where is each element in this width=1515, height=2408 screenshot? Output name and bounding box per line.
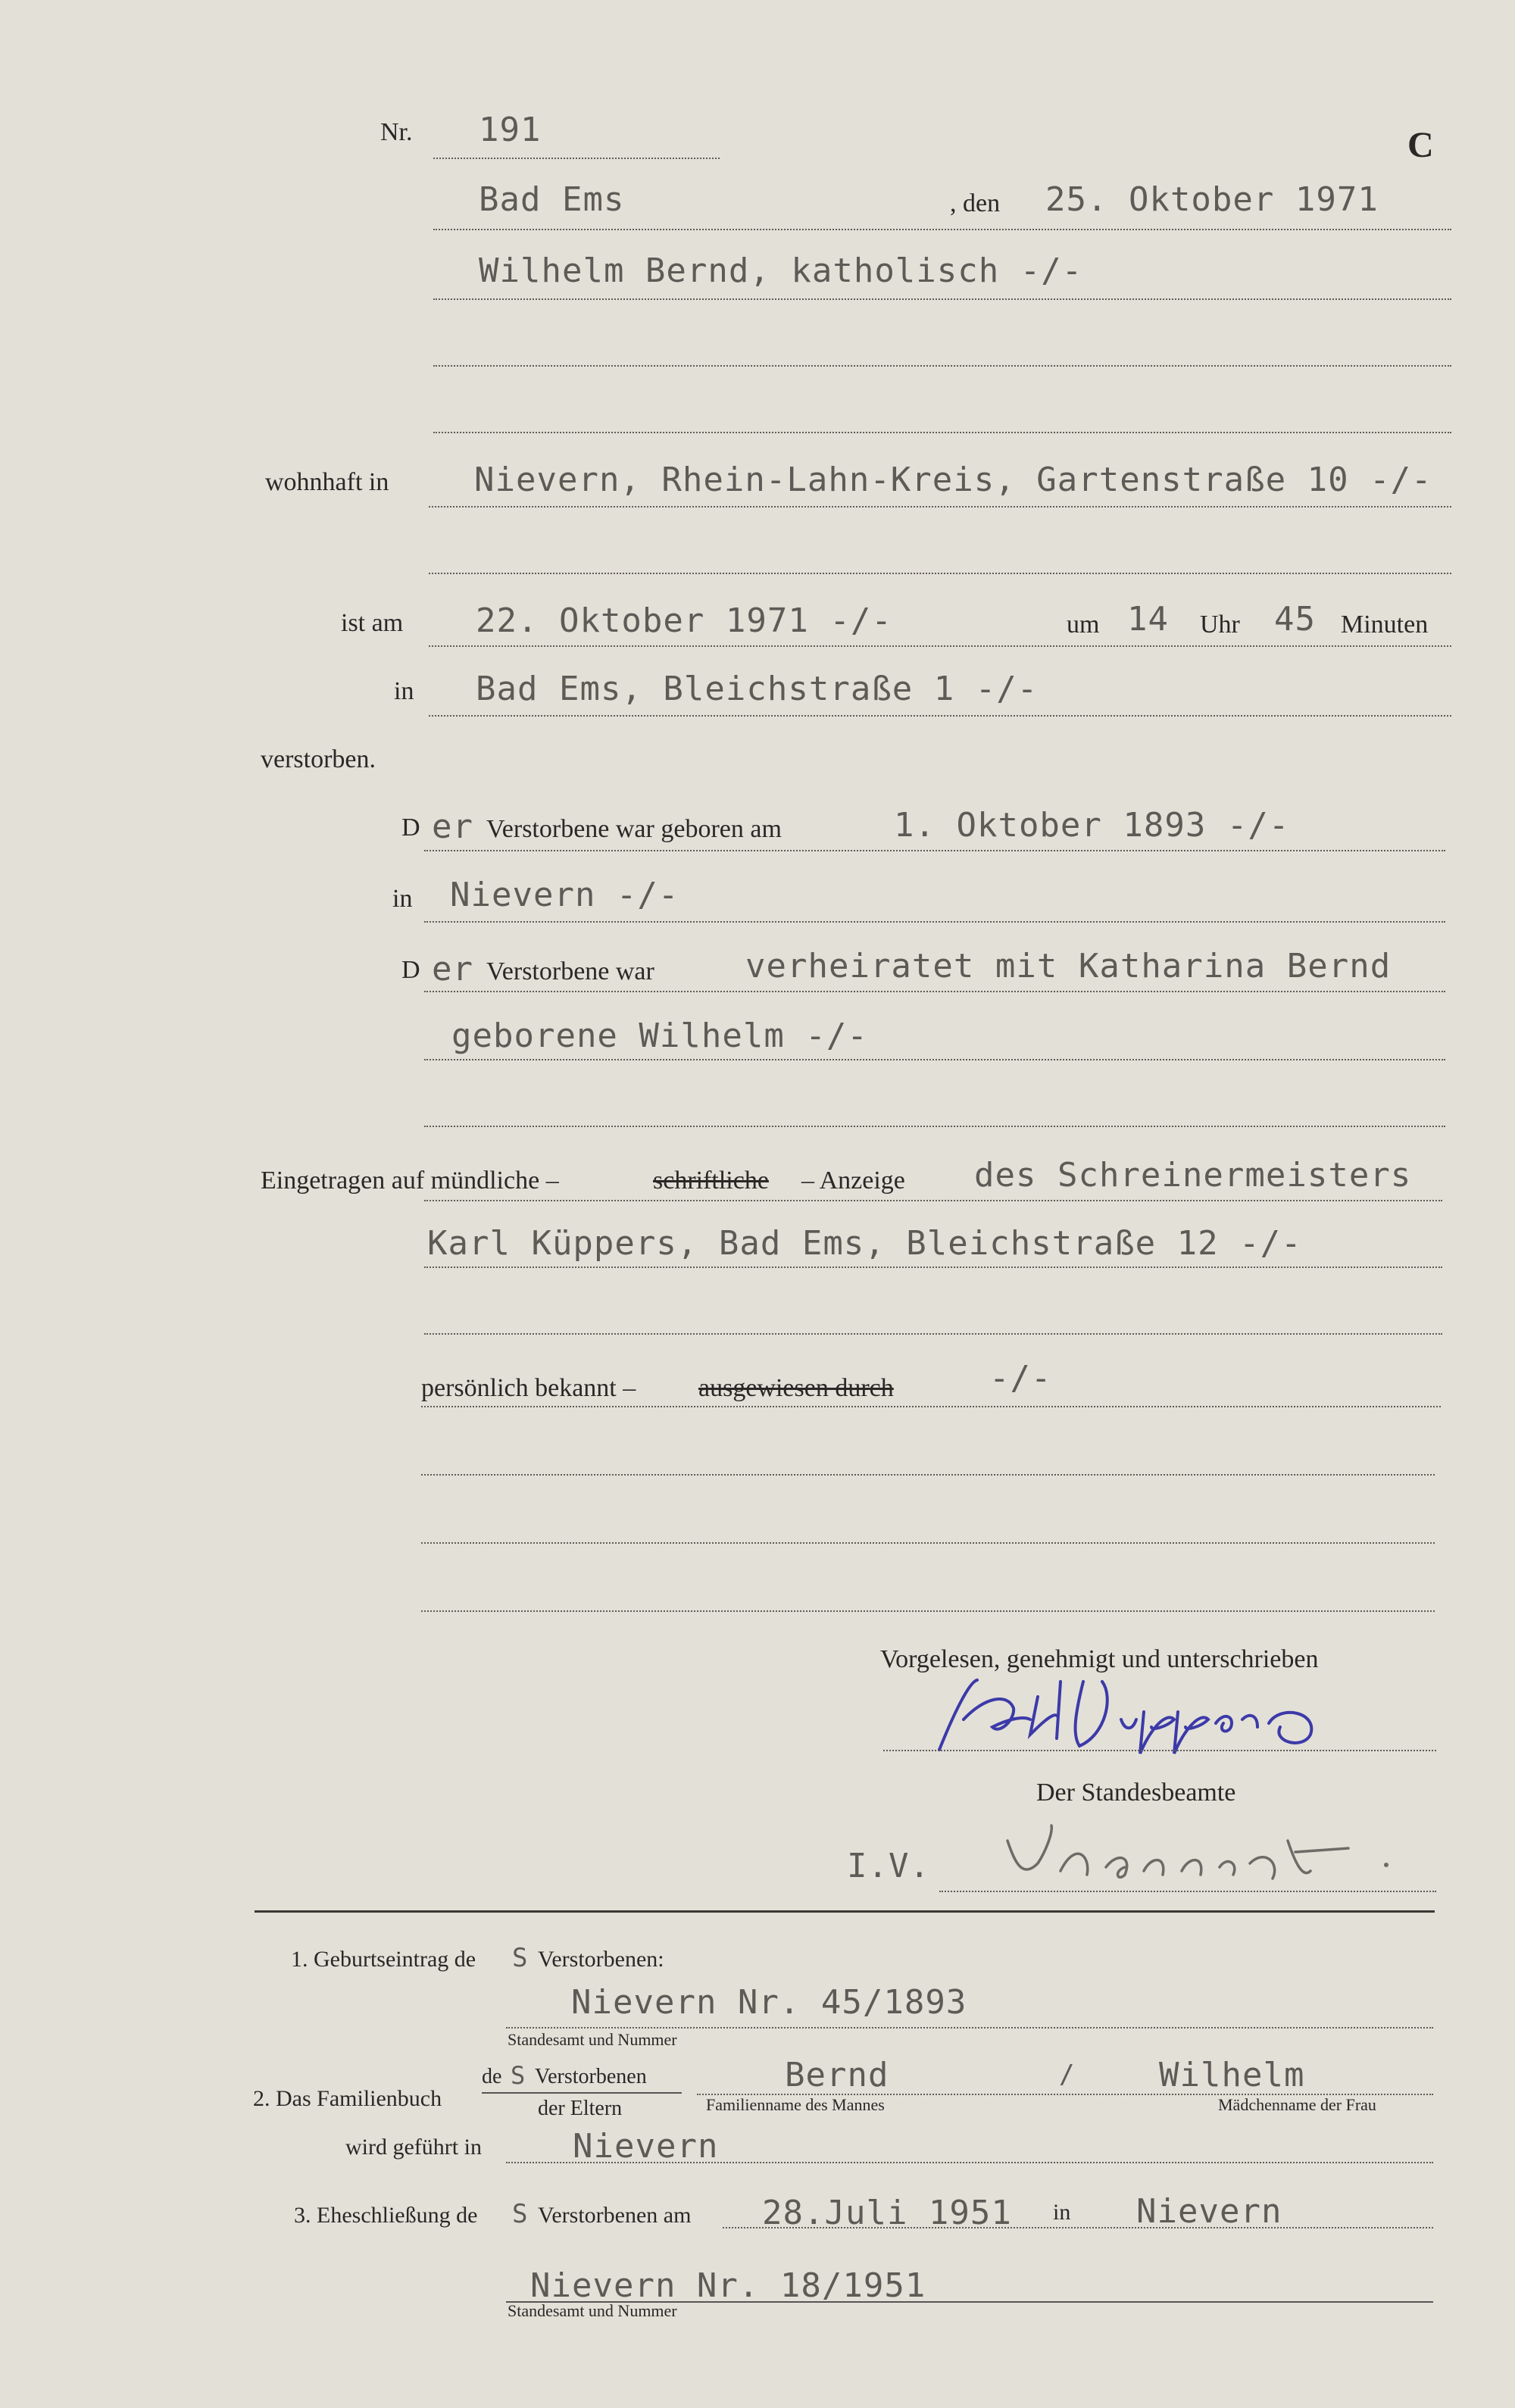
standesamt-label-2: Standesamt und Nummer (508, 2301, 677, 2320)
uhr-label: Uhr (1200, 611, 1240, 639)
registrar-signature (992, 1810, 1417, 1894)
item3-rest: Verstorbenen am (538, 2203, 692, 2228)
identity-rule-2 (421, 1474, 1435, 1476)
death-place: Bad Ems, Bleichstraße 1 -/- (476, 670, 1039, 708)
birth-in-label: in (392, 885, 413, 913)
verstorben-label: verstorben. (261, 745, 376, 773)
death-time-line (429, 645, 1451, 647)
registry-date: 25. Oktober 1971 (1045, 180, 1379, 219)
item2-eltern: der Eltern (538, 2097, 623, 2120)
birth-date-line (424, 850, 1445, 851)
informant-signature-line (883, 1750, 1436, 1751)
family-book-line (506, 2162, 1433, 2163)
informant-rule-2 (424, 1266, 1442, 1268)
marital-line-2 (424, 1059, 1445, 1060)
marital-label-d: D (401, 956, 420, 984)
husband-surname: Bernd (785, 2056, 889, 2094)
name-line-1 (433, 298, 1451, 300)
informant-line-1: des Schreinermeisters (974, 1156, 1412, 1195)
deceased-name: Wilhelm Bernd, katholisch -/- (479, 251, 1083, 290)
marriage-registry: Nievern Nr. 18/1951 (530, 2266, 926, 2305)
identity-value: -/- (989, 1359, 1052, 1398)
record-number-line (433, 158, 720, 159)
marital-label: Verstorbene war (486, 957, 654, 985)
den-label: , den (950, 189, 1001, 217)
item2-fraction-bar (482, 2092, 682, 2094)
item2-des: de (482, 2065, 502, 2088)
identity-rule-3 (421, 1542, 1435, 1544)
item1-rest: Verstorbenen: (538, 1947, 664, 1972)
death-date: 22. Oktober 1971 -/- (476, 601, 892, 640)
birth-label: Verstorbene war geboren am (486, 815, 782, 843)
record-number: 191 (479, 111, 542, 149)
form-letter: C (1407, 125, 1434, 165)
standesbeamte-label: Der Standesbeamte (1036, 1779, 1236, 1807)
identity-rule-1 (421, 1406, 1441, 1407)
informant-rule-3 (424, 1333, 1442, 1335)
identity-label-a: persönlich bekannt – (421, 1374, 636, 1402)
vorgelesen-label: Vorgelesen, genehmigt und unterschrieben (880, 1645, 1319, 1673)
um-label: um (1067, 611, 1100, 639)
footer-separator (255, 1910, 1435, 1913)
birth-registry-entry: Nievern Nr. 45/1893 (571, 1983, 967, 2022)
identity-rule-4 (421, 1610, 1435, 1612)
birth-label-er: er (432, 807, 473, 846)
informant-label-a: Eingetragen auf mündliche – (261, 1167, 559, 1195)
death-minute: 45 (1274, 600, 1316, 639)
name-line-3 (433, 432, 1451, 433)
informant-label-struck: schriftliche (653, 1167, 769, 1195)
residence: Nievern, Rhein-Lahn-Kreis, Gartenstraße 10 -/- (474, 461, 1432, 499)
ist-am-label: ist am (341, 609, 404, 637)
marriage-in-label: in (1053, 2200, 1071, 2225)
surname-separator: / (1059, 2060, 1076, 2090)
marriage-line (723, 2227, 1433, 2228)
informant-rule-1 (424, 1200, 1442, 1201)
marital-line-3 (424, 1126, 1445, 1127)
birth-place-line (424, 921, 1445, 923)
item2-label: 2. Das Familienbuch (253, 2086, 442, 2111)
fam-mann-label: Familienname des Mannes (706, 2095, 885, 2114)
registrar-signature-line (939, 1891, 1436, 1892)
informant-label-b: – Anzeige (801, 1167, 905, 1195)
marriage-place: Nievern (1136, 2192, 1282, 2231)
birth-date: 1. Oktober 1893 -/- (894, 806, 1290, 845)
identity-label-struck: ausgewiesen durch (698, 1374, 894, 1402)
name-line-2 (433, 365, 1451, 367)
in-label: in (394, 677, 414, 705)
death-hour: 14 (1127, 600, 1169, 639)
place-date-line (433, 229, 1451, 230)
item3-s: S (512, 2199, 529, 2229)
family-book-place: Nievern (573, 2127, 719, 2166)
wohnhaft-label: wohnhaft in (265, 468, 389, 496)
item1-s: S (512, 1943, 529, 1973)
item2-verst: Verstorbenen (535, 2065, 647, 2088)
informant-line-2: Karl Küppers, Bad Ems, Bleichstraße 12 -/- (427, 1224, 1302, 1263)
residence-line-1 (429, 506, 1451, 508)
item1-label: 1. Geburtseintrag de (291, 1947, 476, 1972)
item2-s: S (511, 2061, 526, 2090)
marriage-date: 28.Juli 1951 (762, 2194, 1012, 2232)
wird-gefuehrt-label: wird geführt in (345, 2135, 482, 2160)
wife-maiden-name: Wilhelm (1159, 2056, 1305, 2094)
marital-line-1 (424, 991, 1445, 992)
death-place-line (429, 715, 1451, 717)
marital-status: verheiratet mit Katharina Bernd (745, 947, 1392, 985)
birth-place: Nievern -/- (450, 876, 679, 914)
registry-place: Bad Ems (479, 180, 625, 219)
residence-line-2 (429, 573, 1451, 574)
iv-label: I.V. (847, 1847, 930, 1885)
standesamt-label-1: Standesamt und Nummer (508, 2030, 677, 2049)
marital-label-er: er (432, 950, 473, 988)
item1-line (506, 2027, 1433, 2029)
maedchen-label: Mädchenname der Frau (1218, 2095, 1376, 2114)
minuten-label: Minuten (1341, 611, 1429, 639)
birth-label-d: D (401, 814, 420, 842)
nr-label: Nr. (380, 118, 413, 146)
item3-label: 3. Eheschließung de (294, 2203, 478, 2228)
spouse-birth-name: geborene Wilhelm -/- (451, 1017, 868, 1055)
